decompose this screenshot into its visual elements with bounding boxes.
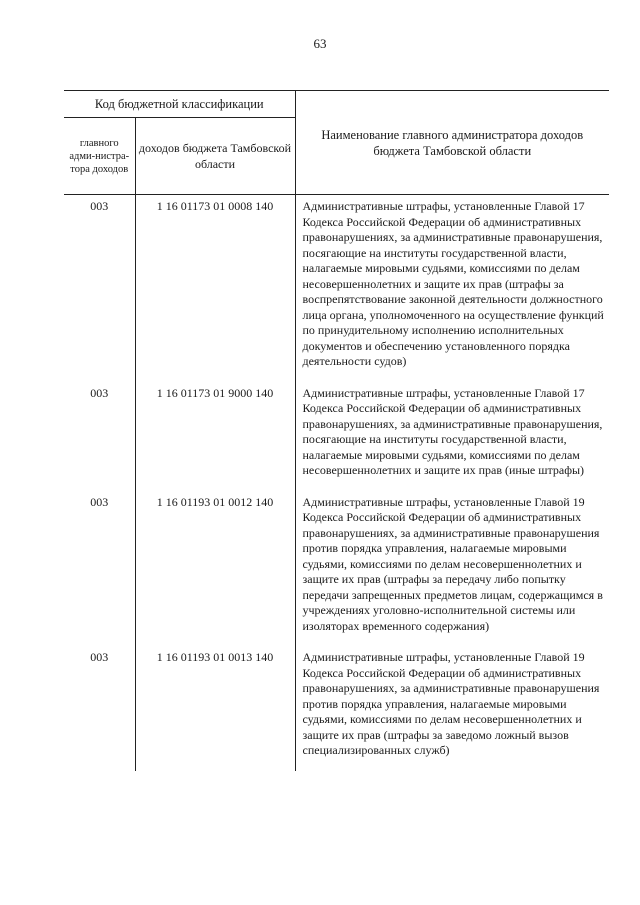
description-cell: Административные штрафы, установленные Главой 19 Кодекса Российской Федерации об административных правонарушениях, за административные правонарушения против порядка управления, налагаемые мировыми судьями, комиссиями по делам несовершеннолетних и защите их прав (штрафы за заведомо ложный вызов специализированных служб) <box>302 650 600 757</box>
description-cell: Административные штрафы, установленные Главой 17 Кодекса Российской Федерации об административных правонарушениях, за административные правонарушения, посягающие на институты государственной власти, налагаемые мировыми судьями, комиссиями по делам несовершеннолетних и защите их прав (штрафы за воспрепятствование законной деятельности должностного лица органа, уполномоченного на осуществление функций по принудительному исполнению исполнительных документов и обеспечению установленного порядка деятельности судов) <box>302 199 604 368</box>
header-administrator-name: Наименование главного администратора доходов бюджета Тамбовской области <box>295 91 609 195</box>
header-regional-revenue-code: доходов бюджета Тамбовской области <box>135 118 295 195</box>
table-body <box>64 195 609 771</box>
table-header <box>64 91 609 195</box>
table-row <box>64 491 609 647</box>
admin-code-cell: 003 <box>64 491 135 647</box>
header-chief-administrator: главного адми-нистра-тора доходов <box>64 118 135 195</box>
page-number: 63 <box>313 36 327 51</box>
description-cell: Административные штрафы, установленные Главой 19 Кодекса Российской Федерации об административных правонарушениях, за административные правонарушения против порядка управления, налагаемые мировыми судьями, комиссиями по делам несовершеннолетних и защите их прав (штрафы за передачу либо попытку передачи запрещенных предметов лицам, содержащимся в учреждениях уголовно-исполнительной системы или изоляторах временного содержания) <box>302 494 603 633</box>
description-cell: Административные штрафы, установленные Главой 17 Кодекса Российской Федерации об административных правонарушениях, за административные правонарушения, посягающие на институты государственной власти, налагаемые мировыми судьями, комиссиями по делам несовершеннолетних и защите их прав (иные штрафы) <box>302 385 603 477</box>
table-row <box>64 646 609 771</box>
admin-code-cell: 003 <box>64 195 135 382</box>
kbk-code-cell: 1 16 01193 01 0012 140 <box>135 491 295 647</box>
kbk-code-cell: 1 16 01193 01 0013 140 <box>135 646 295 771</box>
kbk-code-cell: 1 16 01173 01 0008 140 <box>135 195 295 382</box>
header-budget-classification-code: Код бюджетной классификации <box>64 91 295 118</box>
table-row <box>64 382 609 491</box>
admin-code-cell: 003 <box>64 382 135 491</box>
kbk-code-cell: 1 16 01173 01 9000 140 <box>135 382 295 491</box>
table <box>64 90 609 771</box>
revenue-classification-table <box>64 90 609 771</box>
admin-code-cell: 003 <box>64 646 135 771</box>
table-row <box>64 195 609 382</box>
